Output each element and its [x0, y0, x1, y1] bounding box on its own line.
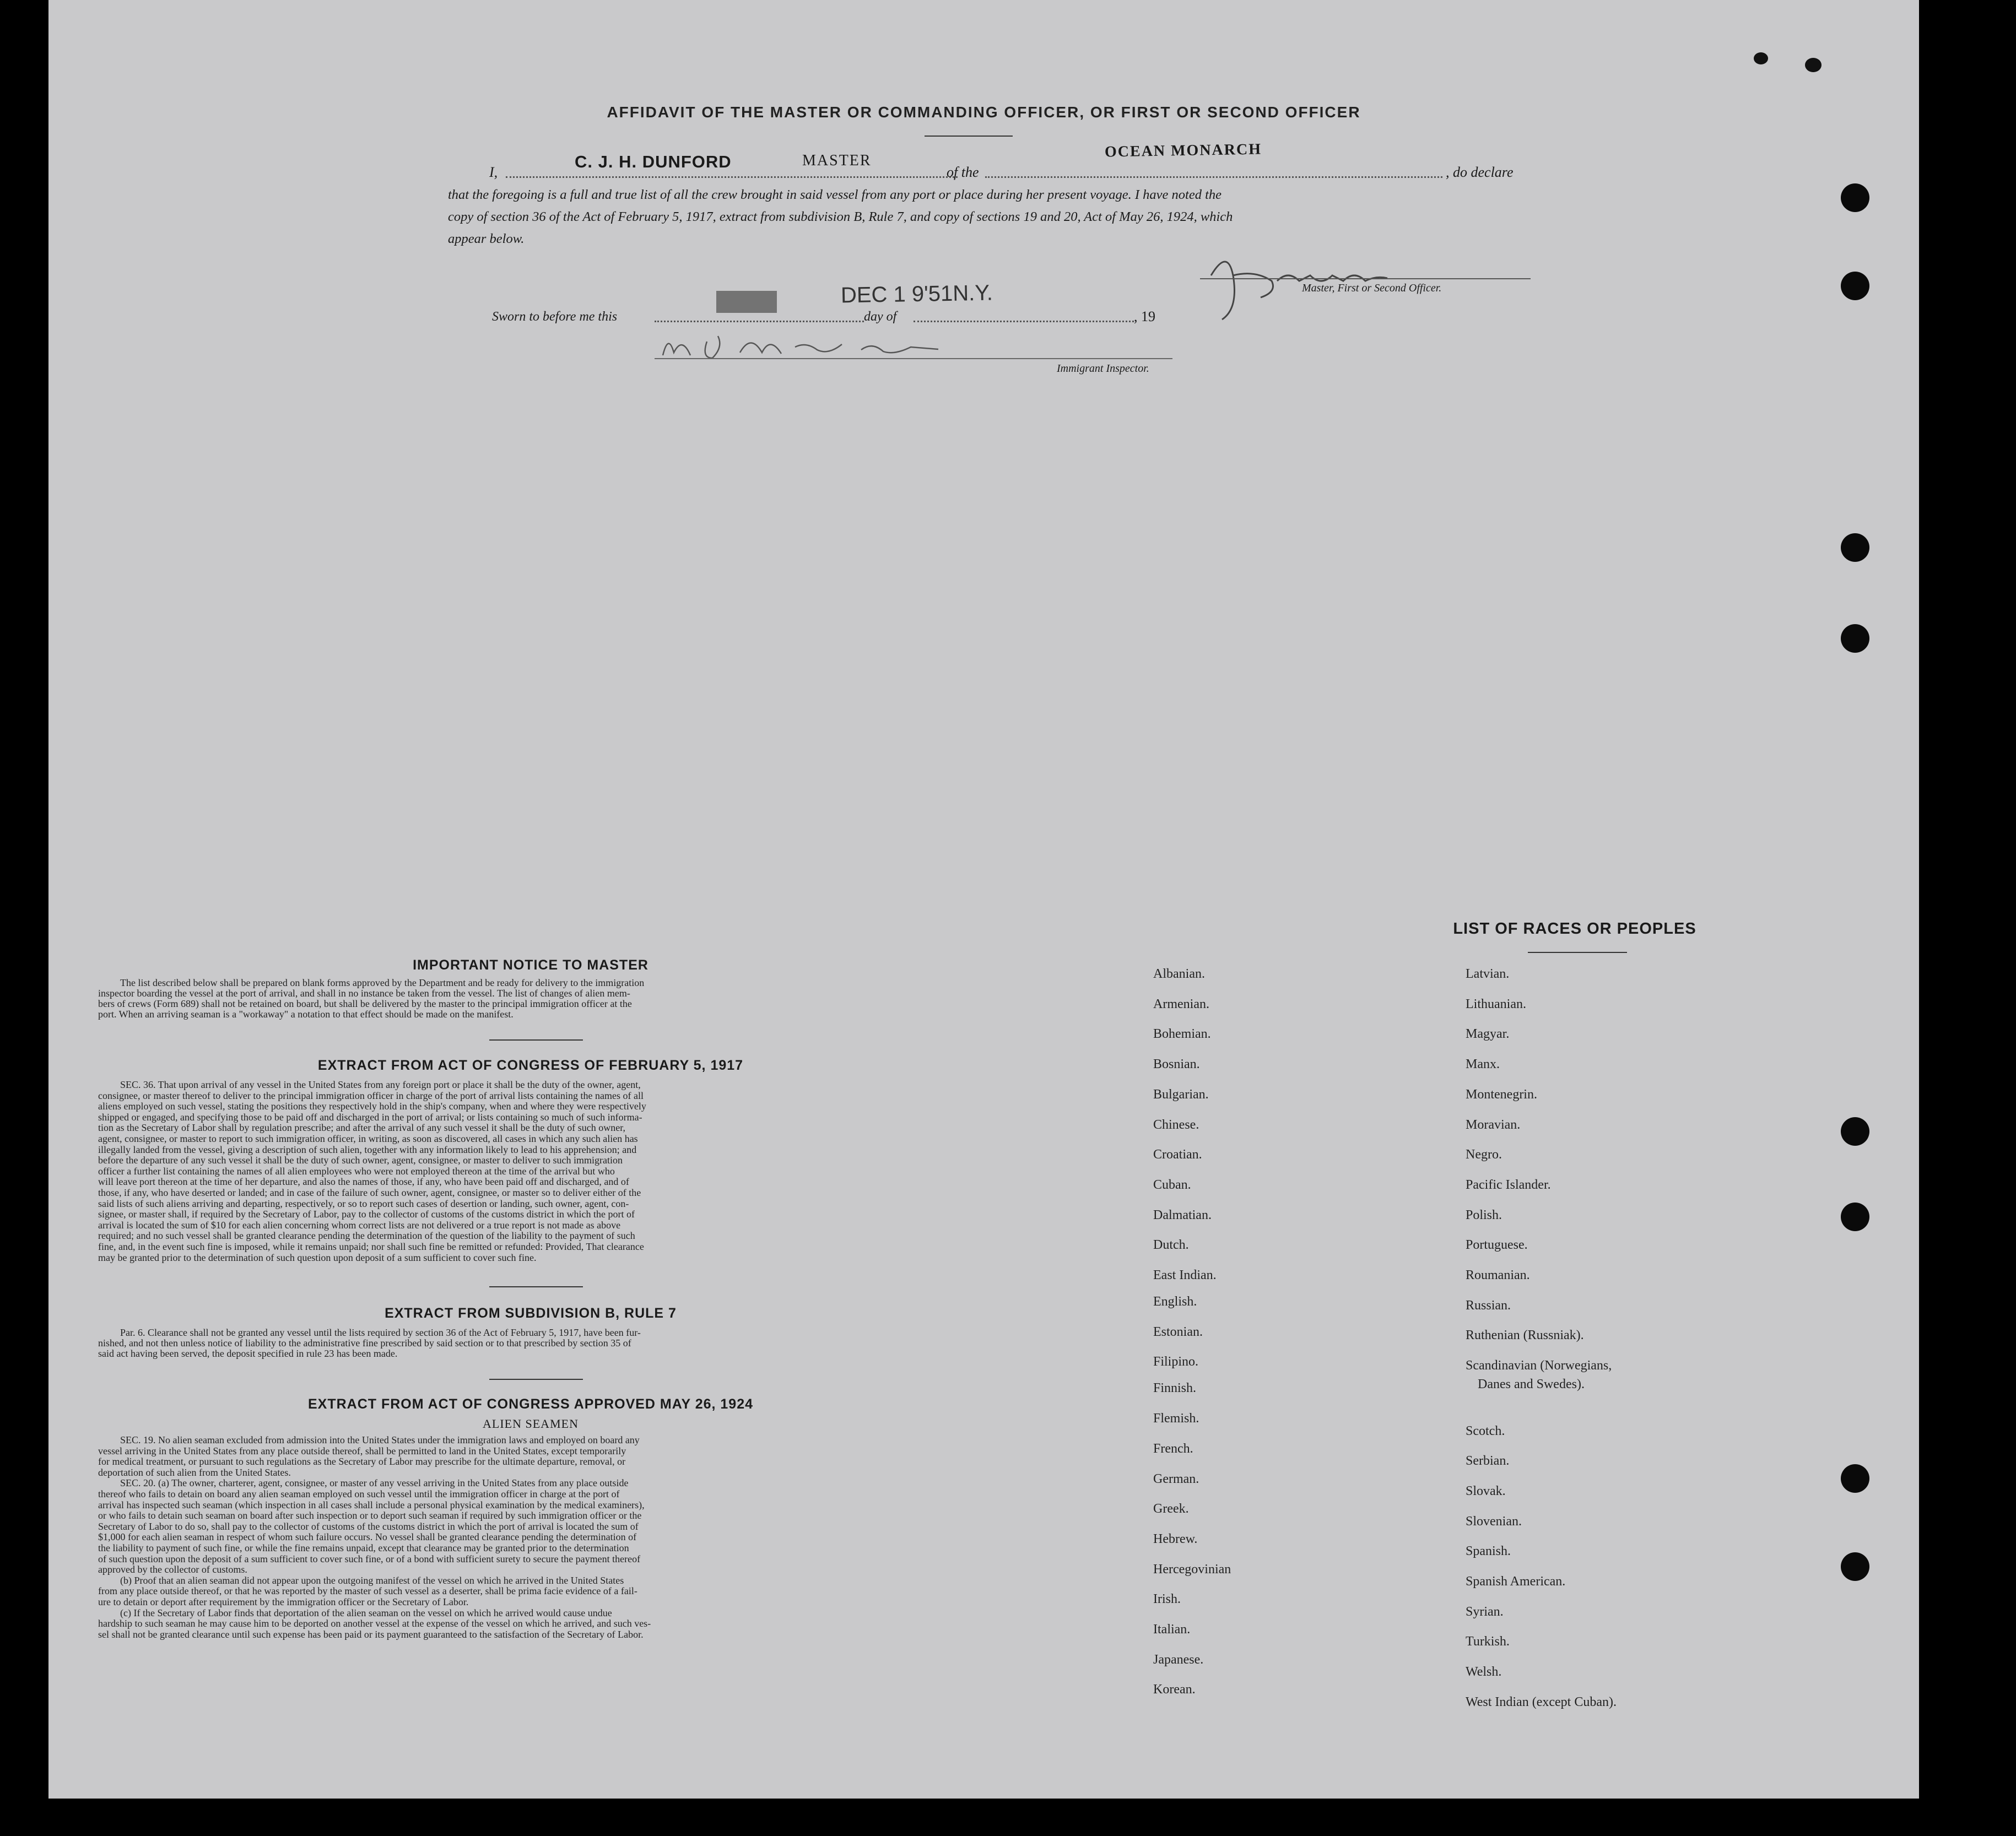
title-underline: [925, 136, 1013, 137]
race-item: Turkish.: [1466, 1634, 1510, 1649]
race-item: Japanese.: [1153, 1652, 1204, 1667]
notice-line: bers of crews (Form 689) shall not be retained on board, but shall be delivered by the master to the principal immigration officer at the: [98, 998, 632, 1009]
extract-1917-line: arrival is located the sum of $10 for each alien concerning whom correct lists are not delivered or a true report is not made as above: [98, 1219, 621, 1231]
rule7-line: nished, and not then unless notice of liability to the administrative fine prescribed by said section or to that prescribed by section 35 of: [98, 1337, 631, 1348]
signature-caption: Master, First or Second Officer.: [1302, 282, 1442, 294]
notice-title: IMPORTANT NOTICE TO MASTER: [413, 957, 648, 973]
binder-hole: [1841, 1464, 1869, 1493]
races-title-underline: [1528, 952, 1627, 953]
race-item: Italian.: [1153, 1622, 1191, 1637]
race-item: East Indian.: [1153, 1268, 1217, 1282]
race-item: Portuguese.: [1466, 1238, 1528, 1253]
race-item: Polish.: [1466, 1207, 1502, 1222]
extract-1917-line: will leave port thereon at the time of her departure, and also the names of those, if any, who have been paid off and discharged, and of: [98, 1176, 629, 1188]
extract-1917-line: before the departure of any such vessel it shall be the duty of such owner, agent, consignee, or master to deliver to such immigration: [98, 1155, 623, 1166]
race-item: Dalmatian.: [1153, 1207, 1212, 1222]
extract-1917-line: illegally landed from the vessel, giving a description of such alien, together with any information likely to lead to his apprehension; and: [98, 1144, 637, 1155]
extract-1924-line: approved by the collector of customs.: [98, 1564, 247, 1575]
race-item: West Indian (except Cuban).: [1466, 1694, 1617, 1709]
race-item: Slovenian.: [1466, 1514, 1522, 1529]
extract-1924-line: for medical treatment, or pursuant to such regulations as the Secretary of Labor may prescribe for the ultimate departure, removal, or: [98, 1456, 626, 1467]
i-label: I,: [489, 164, 498, 180]
race-item: Albanian.: [1153, 967, 1205, 981]
extract-1924-line: deportation of such alien from the United States.: [98, 1466, 291, 1478]
race-item: Manx.: [1466, 1057, 1500, 1072]
race-item: Ruthenian (Russniak).: [1466, 1328, 1584, 1343]
extract-1924-line: (b) Proof that an alien seaman did not appear upon the outgoing manifest of the vessel on which he arrived in the United States: [120, 1574, 624, 1586]
race-item: Russian.: [1466, 1298, 1511, 1313]
race-item: Flemish.: [1153, 1411, 1199, 1426]
section-divider: [489, 1379, 583, 1380]
race-item: German.: [1153, 1471, 1199, 1486]
extract-1924-line: Secretary of Labor to do so, shall pay to the collector of customs of the customs district in which the port of arrival is located the sum of: [98, 1520, 639, 1532]
extract-1917-line: may be granted prior to the determination of such question upon deposit of a sum sufficient to cover such fine.: [98, 1252, 537, 1263]
binder-hole: [1841, 1552, 1869, 1581]
notice-line: inspector boarding the vessel at the port of arrival, and shall in no instance be taken from the vessel. The list of changes of alien mem-: [98, 988, 630, 999]
extract-1924-line: $1,000 for each alien seaman in respect of whom such failure occurs. No vessel shall be granted clearance pending the determination of: [98, 1531, 637, 1543]
race-item: English.: [1153, 1295, 1197, 1309]
race-item: Chinese.: [1153, 1117, 1199, 1132]
extract-1917-line: required; and no such vessel shall be granted clearance pending the determination of the question of the liability to the payment of such: [98, 1230, 635, 1242]
extract-1917-line: those, if any, who have deserted or landed; and in case of the failure of such owner, agent, consignee, or master so to deliver either of the: [98, 1187, 641, 1198]
extract-1924-line: ure to detain or deport after requirement by the immigration officer or the Secretary of Labor.: [98, 1596, 469, 1607]
do-declare-label: , do declare: [1446, 164, 1514, 180]
race-item: Pacific Islander.: [1466, 1177, 1551, 1192]
extract-1924-line: SEC. 19. No alien seaman excluded from admission into the United States under the immigration laws and employed on board any: [120, 1434, 640, 1445]
race-item: Korean.: [1153, 1682, 1196, 1697]
extract-1917-title: EXTRACT FROM ACT OF CONGRESS OF FEBRUARY 5, 1917: [317, 1058, 744, 1073]
extract-1924-line: of such question upon the deposit of a sum sufficient to cover such fine, or of a bond with sufficient surety to secure the payment thereof: [98, 1553, 641, 1564]
month-line: [914, 321, 1134, 322]
extract-1917-line: consignee, or master thereof to deliver to the principal immigration officer in charge of the port of arrival lists containing the names of all: [98, 1090, 644, 1101]
day-of-label: day of: [864, 310, 897, 324]
race-item: Moravian.: [1466, 1117, 1521, 1132]
extract-1924-line: SEC. 20. (a) The owner, charterer, agent, consignee, or master of any vessel arriving in the United States from any place outside: [120, 1477, 629, 1489]
vessel-field-line: [985, 176, 1442, 178]
extract-1924-line: hardship to such seaman he may cause him to be deported on another vessel at the expense of the vessel on which he arrived, and such ves-: [98, 1618, 651, 1629]
race-item: Scandinavian (Norwegians,: [1466, 1358, 1612, 1373]
rank-value: MASTER: [802, 152, 872, 169]
extract-1917-line: fine, and, in the event such fine is imposed, while it remains unpaid; nor shall such fine be remitted or refunded: Provided, That clearance: [98, 1241, 644, 1252]
race-item: Hercegovinian: [1153, 1562, 1231, 1577]
inspector-signature: [652, 325, 960, 369]
race-item: Bohemian.: [1153, 1027, 1211, 1042]
extract-1917-line: officer a further list containing the names of all alien employees who were not employed thereon at the time of the arrival but who: [98, 1165, 615, 1177]
race-item: Roumanian.: [1466, 1268, 1530, 1282]
race-item: Scotch.: [1466, 1423, 1505, 1438]
year-label: , 19: [1134, 308, 1155, 324]
extract-1924-line: the liability to payment of such fine, or while the fine remains unpaid, except that clearance may be granted prior to the determination: [98, 1542, 629, 1553]
race-item: Magyar.: [1466, 1027, 1510, 1042]
affidavit-line-2: copy of section 36 of the Act of February 5, 1917, extract from subdivision B, Rule 7, and copy of sections 19 and 20, Act of May 26, 1924, which: [448, 209, 1233, 224]
form-sheet: [48, 0, 1919, 1799]
binder-hole: [1841, 1203, 1869, 1231]
race-item: Irish.: [1153, 1592, 1181, 1607]
inspector-caption: Immigrant Inspector.: [1057, 362, 1149, 375]
race-item: Serbian.: [1466, 1454, 1510, 1469]
race-item: Dutch.: [1153, 1238, 1189, 1253]
rule7-line: said act having been served, the deposit specified in rule 23 has been made.: [98, 1348, 398, 1359]
extract-1924-line: (c) If the Secretary of Labor finds that deportation of the alien seaman on the vessel on which he arrived would cause undue: [120, 1607, 612, 1618]
race-item: Estonian.: [1153, 1324, 1203, 1339]
of-the-label: of the: [947, 164, 979, 180]
binder-hole: [1841, 272, 1869, 300]
affidavit-title: AFFIDAVIT OF THE MASTER OR COMMANDING OFFICER, OR FIRST OR SECOND OFFICER: [607, 104, 1361, 121]
race-item: Finnish.: [1153, 1381, 1197, 1396]
extract-1924-line: vessel arriving in the United States from any place outside thereof, shall be permitted to land in the United States, except temporarily: [98, 1445, 626, 1456]
race-item: Negro.: [1466, 1147, 1502, 1162]
race-item: Greek.: [1153, 1502, 1189, 1517]
binder-hole: [1841, 183, 1869, 212]
notice-line: The list described below shall be prepared on blank forms approved by the Department and be ready for delivery to the immigration: [120, 977, 645, 988]
race-item: Latvian.: [1466, 967, 1510, 981]
race-item: Spanish.: [1466, 1544, 1511, 1559]
extract-1917-line: SEC. 36. That upon arrival of any vessel in the United States from any foreign port or place it shall be the duty of the owner, agent,: [120, 1079, 641, 1090]
sworn-day-line: [655, 321, 864, 322]
extract-1924-subtitle: ALIEN SEAMEN: [483, 1417, 579, 1431]
rule7-title: EXTRACT FROM SUBDIVISION B, RULE 7: [385, 1306, 677, 1321]
race-item: Croatian.: [1153, 1147, 1202, 1162]
master-name: C. J. H. DUNFORD: [575, 152, 732, 171]
race-item: Armenian.: [1153, 996, 1209, 1011]
race-item: Syrian.: [1466, 1604, 1504, 1619]
race-item: Spanish American.: [1466, 1574, 1566, 1589]
extract-1917-line: signee, or master shall, if required by the Secretary of Labor, pay to the collector of customs of the customs district in which the port of: [98, 1209, 635, 1220]
binder-hole: [1841, 533, 1869, 562]
ink-blot: [1805, 58, 1822, 72]
extract-1917-line: shipped or engaged, and specifying those to be paid off and discharged in the port of arrival; or lists containing so much of such informa-: [98, 1111, 642, 1123]
extract-1917-line: tion as the Secretary of Labor shall by regulation prescribe; and after the arrival of any such vessel it shall be the duty of such owner,: [98, 1122, 625, 1134]
race-item: Welsh.: [1466, 1665, 1502, 1680]
section-divider: [489, 1039, 583, 1041]
extract-1924-line: or who fails to detain such seaman on board after such inspection or to deport such seaman if required by such immigration officer or the: [98, 1510, 642, 1521]
race-item: Montenegrin.: [1466, 1087, 1537, 1102]
stamp-ink: [716, 291, 777, 313]
race-item: Hebrew.: [1153, 1531, 1198, 1546]
extract-1924-line: sel shall not be granted clearance until such expense has been paid or its payment guaranteed to the satisfaction of the Secretary of Labor.: [98, 1628, 644, 1640]
section-divider: [489, 1286, 583, 1287]
race-item: Slovak.: [1466, 1483, 1506, 1498]
race-item: Danes and Swedes).: [1478, 1377, 1585, 1391]
extract-1924-line: from any place outside thereof, or that he was reported by the master of such vessel as a deserter, shall be prima facie evidence of a fail-: [98, 1585, 637, 1597]
affidavit-line-1: that the foregoing is a full and true list of all the crew brought in said vessel from any port or place during her present voyage. I have noted the: [448, 187, 1222, 202]
inspector-line: [655, 358, 1172, 359]
race-item: Bulgarian.: [1153, 1087, 1209, 1102]
extract-1917-line: aliens employed on such vessel, stating the positions they respectively hold in the ship's company, when and where they were respectively: [98, 1101, 646, 1112]
binder-hole: [1841, 1117, 1869, 1146]
extract-1924-line: thereof who fails to detain on board any alien seaman employed on such vessel until the immigration officer in charge at the port of: [98, 1488, 620, 1499]
binder-hole: [1841, 624, 1869, 653]
date-stamp: DEC 1 9'51N.Y.: [840, 280, 993, 308]
notice-line: port. When an arriving seaman is a "workaway" a notation to that effect should be made on the manifest.: [98, 1009, 514, 1020]
name-field-line: [506, 176, 958, 178]
ink-blot: [1754, 52, 1768, 64]
race-item: Lithuanian.: [1466, 996, 1526, 1011]
rule7-line: Par. 6. Clearance shall not be granted any vessel until the lists required by section 36 of the Act of February 5, 1917, have been fur-: [120, 1327, 641, 1338]
sworn-label: Sworn to before me this: [492, 310, 618, 324]
extract-1924-title: EXTRACT FROM ACT OF CONGRESS APPROVED MAY 26, 1924: [307, 1396, 754, 1412]
race-item: Filipino.: [1153, 1355, 1199, 1369]
race-item: Bosnian.: [1153, 1057, 1200, 1072]
vessel-name: OCEAN MONARCH: [1104, 140, 1262, 161]
race-item: French.: [1153, 1441, 1193, 1456]
extract-1917-line: agent, consignee, or master to report to such immigration officer, in writing, as soon as discovered, all cases in which any such alien has: [98, 1133, 638, 1144]
races-title: LIST OF RACES OR PEOPLES: [1453, 920, 1696, 938]
extract-1924-line: arrival has inspected such seaman (which inspection in all cases shall include a personal physical examination by the medical examiners),: [98, 1499, 645, 1510]
signature-line: [1200, 278, 1531, 279]
race-item: Cuban.: [1153, 1177, 1191, 1192]
affidavit-line-3: appear below.: [448, 231, 525, 246]
extract-1917-line: said lists of such aliens arriving and departing, respectively, or so to report such cases of desertion or landing, such owner, agent, con-: [98, 1198, 629, 1209]
